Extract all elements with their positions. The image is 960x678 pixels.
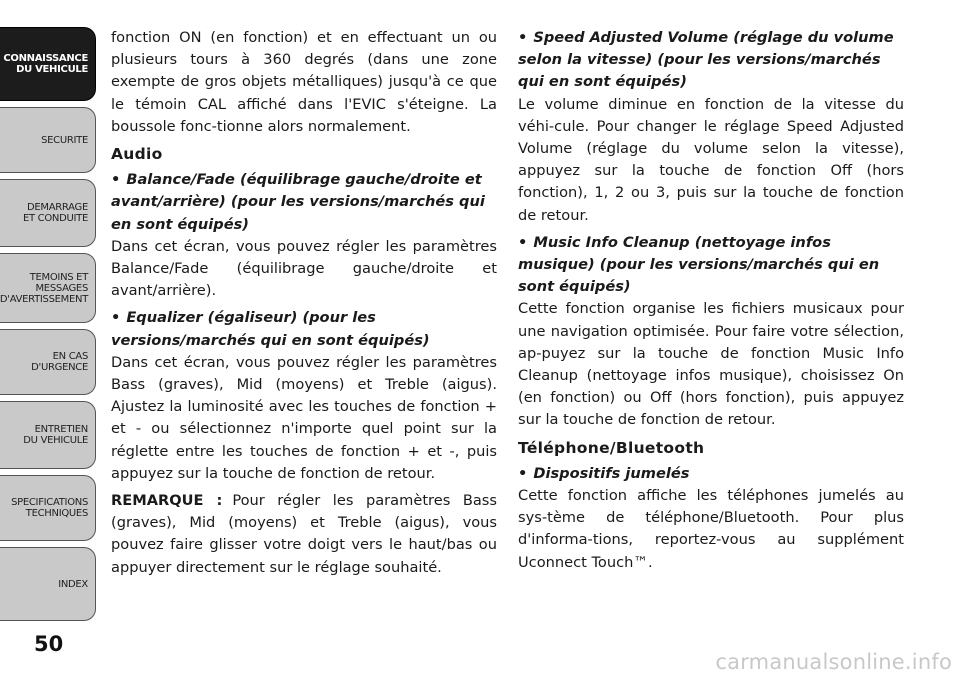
item-title-speed-adjusted-volume: • Speed Adjusted Volume (réglage du volume selon la vitesse) (pour les versions/marchés qui en sont équipés) — [518, 29, 894, 91]
paragraph-paired-devices: Cette fonction affiche les téléphones jumelés au sys-tème de téléphone/Bluetooth. Pour plus d'informa-tions, reportez-vous au supplément Uconnect Touch™. — [518, 487, 904, 571]
tab-temoins-et-messages[interactable]: TEMOINS ET MESSAGES D'AVERTISSEMENT — [0, 253, 96, 323]
bullet-icon: • — [111, 171, 121, 189]
item-title-paired-devices: • Dispositifs jumelés — [518, 464, 690, 482]
item-title-music-info-cleanup: • Music Info Cleanup (nettoyage infos musique) (pour les versions/marchés qui en sont équipés) — [518, 233, 880, 296]
item-title-balance-fade: • Balance/Fade (équilibrage gauche/droite et avant/arrière) (pour les versions/marchés qui en sont équipés) — [111, 171, 485, 233]
paragraph-speed-adjusted-volume: Le volume diminue en fonction de la vitesse du véhi-cule. Pour changer le réglage Speed Adjusted Volume (réglage du volume selon la vitesse), appuyez sur la touche de fonction Off (hors fonction), 1, 2 ou 3, puis sur la touche de fonction de retour. — [518, 95, 904, 224]
paragraph-equalizer: Dans cet écran, vous pouvez régler les paramètres Bass (graves), Mid (moyens) et Treble (aigus). Ajustez la luminosité avec les touches de fonction + et - ou sélectionnez n'importe quel point sur la réglette entre les touches de fonction + et -, puis appuyez sur la touche de fonction de retour. — [111, 353, 497, 482]
section-heading-audio: Audio — [111, 145, 163, 164]
tab-connaissance-du-vehicule[interactable]: CONNAISSANCE DU VEHICULE — [0, 27, 96, 101]
page-number: 50 — [34, 632, 64, 656]
tab-index[interactable]: INDEX — [0, 547, 96, 621]
tab-en-cas-d-urgence[interactable]: EN CAS D'URGENCE — [0, 329, 96, 395]
bullet-icon: • — [518, 233, 528, 251]
item-title-equalizer: • Equalizer (égaliseur) (pour les versions/marchés qui en sont équipés) — [111, 309, 430, 349]
note-label: REMARQUE : — [111, 492, 223, 510]
section-heading-telephone-bluetooth: Téléphone/Bluetooth — [518, 438, 705, 457]
bullet-icon: • — [111, 309, 121, 327]
bullet-icon: • — [518, 29, 528, 46]
tab-demarrage-et-conduite[interactable]: DEMARRAGE ET CONDUITE — [0, 179, 96, 247]
bullet-icon: • — [518, 464, 528, 482]
left-column — [111, 27, 497, 584]
chapter-sidebar — [0, 0, 104, 678]
paragraph-balance-fade: Dans cet écran, vous pouvez régler les paramètres Balance/Fade (équilibrage gauche/droite et avant/arrière). — [111, 237, 497, 300]
watermark: carmanualsonline.info — [715, 650, 952, 674]
right-column — [518, 27, 904, 579]
tab-entretien-du-vehicule[interactable]: ENTRETIEN DU VEHICULE — [0, 401, 96, 469]
note-text: Pour régler les paramètres Bass (graves), Mid (moyens) et Treble (aigus), vous pouvez faire glisser votre doigt vers le haut/bas ou appuyer directement sur le réglage souhaité. — [111, 492, 498, 576]
paragraph-music-info-cleanup: Cette fonction organise les fichiers musicaux pour une navigation optimisée. Pour faire votre sélection, ap-puyez sur la touche de fonction Music Info Cleanup (nettoyage infos musique), choisissez On (en fonction) ou Off (hors fonction), puis appuyez sur la touche de fonction de retour. — [518, 300, 904, 429]
intro-paragraph: fonction ON (en fonction) et en effectuant un ou plusieurs tours à 360 degrés (dans une zone exempte de gros objets métalliques) jusqu'à ce que le témoin CAL affiché dans l'EVIC s'éteigne. La boussole fonc-tionne alors normalement. — [111, 29, 497, 135]
tab-securite[interactable]: SECURITE — [0, 107, 96, 173]
note-paragraph — [111, 490, 497, 579]
tab-specifications-techniques[interactable]: SPECIFICATIONS TECHNIQUES — [0, 475, 96, 541]
